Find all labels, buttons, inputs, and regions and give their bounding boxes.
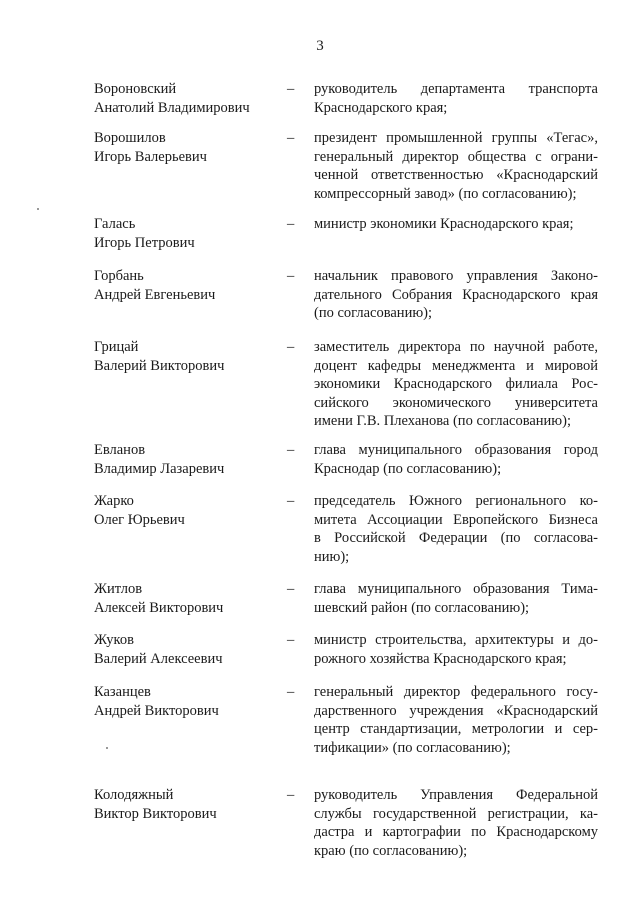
separator-dash: – (287, 442, 295, 458)
role-line: руководитель Управления Федеральной (314, 787, 598, 803)
member-name (94, 580, 284, 618)
member-role (314, 631, 598, 668)
member-surname: Грицай (94, 339, 139, 355)
page-number: 3 (316, 38, 324, 54)
member-role (314, 267, 598, 323)
member-surname: Жарко (94, 493, 134, 509)
member-name (94, 267, 284, 305)
member-surname: Галась (94, 216, 136, 232)
member-surname: Ворошилов (94, 130, 166, 146)
role-line: председатель Южного регионального ко- (314, 493, 598, 509)
member-given-names: Виктор Викторович (94, 806, 217, 822)
role-line: Краснодар (по согласованию); (314, 460, 502, 477)
member-given-names: Валерий Алексеевич (94, 651, 223, 667)
member-surname: Евланов (94, 442, 146, 458)
role-line: генеральный директор общества с ограни- (314, 148, 598, 165)
member-name (94, 683, 284, 721)
member-surname: Жуков (94, 632, 134, 648)
role-line: министр строительства, архитектуры и до- (314, 632, 598, 648)
role-line: глава муниципального образования город (314, 442, 598, 458)
member-surname: Колодяжный (94, 787, 174, 803)
separator-dash: – (287, 130, 295, 146)
role-line: тификации» (по согласованию); (314, 739, 511, 756)
member-name (94, 786, 284, 824)
member-given-names: Андрей Викторович (94, 703, 219, 719)
role-line: начальник правового управления Законо- (314, 268, 598, 284)
role-line: имени Г.В. Плеханова (по согласованию); (314, 413, 571, 430)
member-given-names: Игорь Петрович (94, 235, 195, 251)
member-name (94, 215, 284, 253)
member-role (314, 129, 598, 203)
member-role (314, 786, 598, 860)
separator-dash: – (287, 684, 295, 700)
role-line: рожного хозяйства Краснодарского края; (314, 650, 567, 667)
member-name (94, 492, 284, 530)
member-role (314, 215, 598, 234)
role-line: глава муниципального образования Тима- (314, 581, 598, 597)
member-given-names: Анатолий Владимирович (94, 100, 250, 116)
member-name (94, 338, 284, 376)
role-line: шевский район (по согласованию); (314, 599, 530, 616)
role-line: (по согласованию); (314, 305, 433, 322)
role-line: краю (по согласованию); (314, 842, 468, 859)
member-name (94, 441, 284, 479)
role-line: сийского экономического университета (314, 394, 598, 411)
member-role (314, 80, 598, 117)
separator-dash: – (287, 81, 295, 97)
role-line: Краснодарского края; (314, 99, 448, 116)
separator-dash: – (287, 216, 295, 232)
member-given-names: Андрей Евгеньевич (94, 287, 216, 303)
role-line: генеральный директор федерального госу- (314, 684, 598, 700)
separator-dash: – (287, 339, 295, 355)
separator-dash: – (287, 632, 295, 648)
member-surname: Житлов (94, 581, 143, 597)
member-role (314, 580, 598, 617)
role-line: министр экономики Краснодарского края; (314, 216, 574, 232)
member-given-names: Олег Юрьевич (94, 512, 185, 528)
member-given-names: Валерий Викторович (94, 358, 225, 374)
member-role (314, 338, 598, 431)
role-line: службы государственной регистрации, ка- (314, 805, 598, 822)
member-name (94, 631, 284, 669)
role-line: заместитель директора по научной работе, (314, 339, 598, 355)
role-line: дарственного учреждения «Краснодарский (314, 702, 598, 719)
member-role (314, 492, 598, 566)
member-surname: Вороновский (94, 81, 177, 97)
role-line: президент промышленной группы «Тегас», (314, 130, 598, 146)
role-line: компрессорный завод» (по согласованию); (314, 185, 577, 202)
separator-dash: – (287, 268, 295, 284)
role-line: ченной ответственностью «Краснодарский (314, 167, 598, 184)
scan-speck (37, 208, 39, 210)
role-line: в Российской Федерации (по согласова- (314, 530, 598, 547)
member-name (94, 129, 284, 167)
member-role (314, 683, 598, 757)
member-given-names: Владимир Лазаревич (94, 461, 225, 477)
member-given-names: Игорь Валерьевич (94, 149, 207, 165)
separator-dash: – (287, 581, 295, 597)
member-role (314, 441, 598, 478)
role-line: нию); (314, 548, 350, 565)
separator-dash: – (287, 493, 295, 509)
member-name (94, 80, 284, 118)
role-line: дательного Собрания Краснодарского края (314, 286, 598, 303)
role-line: экономики Краснодарского филиала Рос- (314, 376, 598, 393)
member-surname: Горбань (94, 268, 144, 284)
role-line: митета Ассоциации Европейского Бизнеса (314, 511, 598, 528)
role-line: дастра и картографии по Краснодарскому (314, 824, 598, 841)
role-line: руководитель департамента транспорта (314, 81, 598, 97)
role-line: центр стандартизации, метрологии и сер- (314, 721, 598, 738)
member-given-names: Алексей Викторович (94, 600, 224, 616)
scan-speck (106, 747, 108, 749)
member-surname: Казанцев (94, 684, 151, 700)
role-line: доцент кафедры менеджмента и мировой (314, 357, 598, 374)
separator-dash: – (287, 787, 295, 803)
